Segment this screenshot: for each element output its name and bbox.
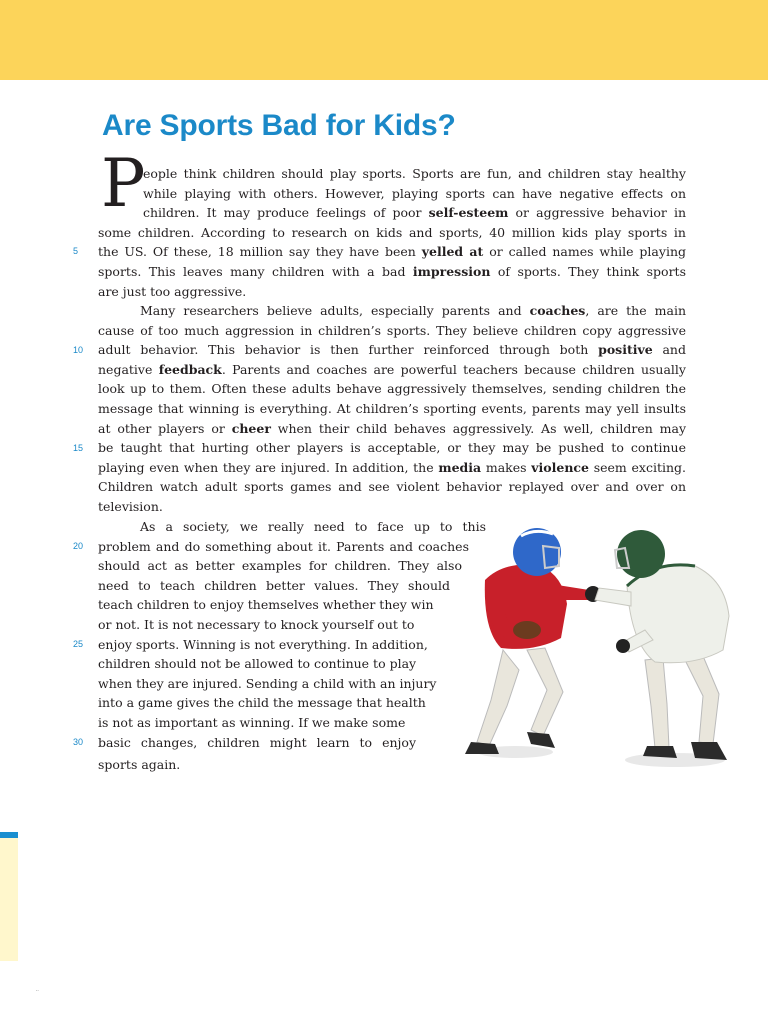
text-line xyxy=(98,399,686,419)
text-line xyxy=(143,164,686,184)
text-line xyxy=(98,242,686,262)
line-number: 15 xyxy=(73,443,84,453)
text-run: children. It may produce feelings of poor xyxy=(143,205,429,221)
text-line xyxy=(98,223,686,243)
text-line xyxy=(143,203,686,223)
text-run: are just too aggressive. xyxy=(98,283,247,299)
text-run: when they are injured. Sending a child with an injury xyxy=(98,675,437,691)
text-run: television. xyxy=(98,498,163,514)
text-run: or called names while playing xyxy=(483,244,686,260)
text-line xyxy=(98,321,686,341)
text-run: while playing with others. However, playing sports can have negative effects on xyxy=(143,185,686,201)
text-run: As a society, we really need to face up to this xyxy=(140,519,486,534)
text-line xyxy=(98,537,469,557)
vocabulary-word: impression xyxy=(412,263,491,279)
text-run: message that winning is everything. At children’s sporting events, parents may yell insults xyxy=(98,400,686,416)
top-color-band xyxy=(0,0,768,80)
text-line xyxy=(98,360,686,380)
text-run: and xyxy=(652,342,686,358)
paragraph-1 xyxy=(98,164,686,301)
text-run: of sports. They think sports xyxy=(490,263,686,279)
text-run: children should not be allowed to continue to play xyxy=(98,656,417,672)
text-run: sports. This leaves many children with a bad xyxy=(98,263,413,279)
vocabulary-word: media xyxy=(438,459,482,475)
text-run: look up to them. Often these adults behave aggressively themselves, sending children the xyxy=(98,381,686,397)
text-run: need to teach children better values. They should xyxy=(98,577,450,593)
text-line xyxy=(143,184,686,204)
text-run: eople think children should play sports. Sports are fun, and children stay healthy xyxy=(143,166,686,181)
text-run: when their child behaves aggressively. As well, children may xyxy=(270,420,686,436)
text-run: adult behavior. This behavior is then further reinforced through both xyxy=(98,342,599,358)
text-line xyxy=(98,262,686,282)
text-line xyxy=(98,458,686,478)
text-line xyxy=(98,615,486,635)
vocabulary-word: positive xyxy=(598,342,653,358)
text-run: or aggressive behavior in xyxy=(508,205,686,221)
text-run: some children. According to research on kids and sports, 40 million kids play sports in xyxy=(98,224,686,240)
text-run: makes xyxy=(481,459,532,475)
text-run: cause of too much aggression in children’s sports. They believe children copy aggressive xyxy=(98,322,686,338)
text-line xyxy=(98,733,416,753)
text-run: into a game gives the child the message that health xyxy=(98,695,426,711)
text-run: enjoy sports. Winning is not everything. In addition, xyxy=(98,636,428,652)
text-run: basic changes, children might learn to enjoy xyxy=(98,734,416,750)
text-line xyxy=(98,576,450,596)
text-run: the US. Of these, 18 million say they have been xyxy=(98,244,422,260)
text-line xyxy=(98,595,486,615)
vocabulary-word: yelled at xyxy=(421,244,484,260)
text-run: negative xyxy=(98,361,159,377)
text-line xyxy=(98,419,686,439)
text-line xyxy=(98,755,486,775)
vocabulary-word: feedback xyxy=(158,361,222,377)
text-line xyxy=(98,556,462,576)
text-line xyxy=(98,438,686,458)
vocabulary-word: coaches xyxy=(529,303,586,318)
text-run: seem exciting. xyxy=(589,459,687,475)
text-run: at other players or xyxy=(98,420,232,436)
text-line xyxy=(98,282,686,302)
line-number: 25 xyxy=(73,639,84,649)
text-line xyxy=(98,693,486,713)
player-white-jersey xyxy=(595,530,729,767)
text-run: playing even when they are injured. In addition, the xyxy=(98,459,439,475)
text-run: Children watch adult sports games and see violent behavior replayed over and over on xyxy=(98,479,686,495)
text-line xyxy=(98,497,686,517)
line-number: 30 xyxy=(73,737,84,747)
player-red-jersey xyxy=(465,528,601,758)
page-title: Are Sports Bad for Kids? xyxy=(102,109,456,142)
text-line xyxy=(98,713,486,733)
vocabulary-word: cheer xyxy=(231,420,271,436)
text-run: is not as important as winning. If we make some xyxy=(98,714,406,730)
text-line xyxy=(98,674,486,694)
line-number: 10 xyxy=(73,345,84,355)
page-number: .. xyxy=(36,987,39,993)
text-line xyxy=(98,477,686,497)
line-number: 5 xyxy=(73,246,79,256)
side-color-band xyxy=(0,838,18,961)
line-number: 20 xyxy=(73,541,84,551)
text-run: Many researchers believe adults, especially parents and xyxy=(140,303,530,318)
text-line xyxy=(98,517,486,537)
text-run: teach children to enjoy themselves whether they win xyxy=(98,597,434,613)
vocabulary-word: violence xyxy=(531,459,589,475)
text-line xyxy=(98,301,686,321)
text-run: should act as better examples for children. They also xyxy=(98,558,462,574)
text-run: . Parents and coaches are powerful teachers because children usually xyxy=(221,361,686,377)
drop-cap: P xyxy=(101,145,146,222)
text-line xyxy=(98,635,486,655)
text-run: problem and do something about it. Parents and coaches xyxy=(98,538,469,554)
text-run: , are the main xyxy=(585,303,686,318)
text-run: be taught that hurting other players is acceptable, or they may be pushed to continue xyxy=(98,440,686,456)
paragraph-3 xyxy=(98,517,486,775)
text-line xyxy=(98,654,486,674)
paragraph-2 xyxy=(98,301,686,517)
text-run: or not. It is not necessary to knock yourself out to xyxy=(98,616,415,632)
text-run: sports again. xyxy=(98,757,181,773)
text-line xyxy=(98,340,686,360)
text-line xyxy=(98,379,686,399)
vocabulary-word: self-esteem xyxy=(428,205,509,221)
football-players-image xyxy=(455,520,745,780)
